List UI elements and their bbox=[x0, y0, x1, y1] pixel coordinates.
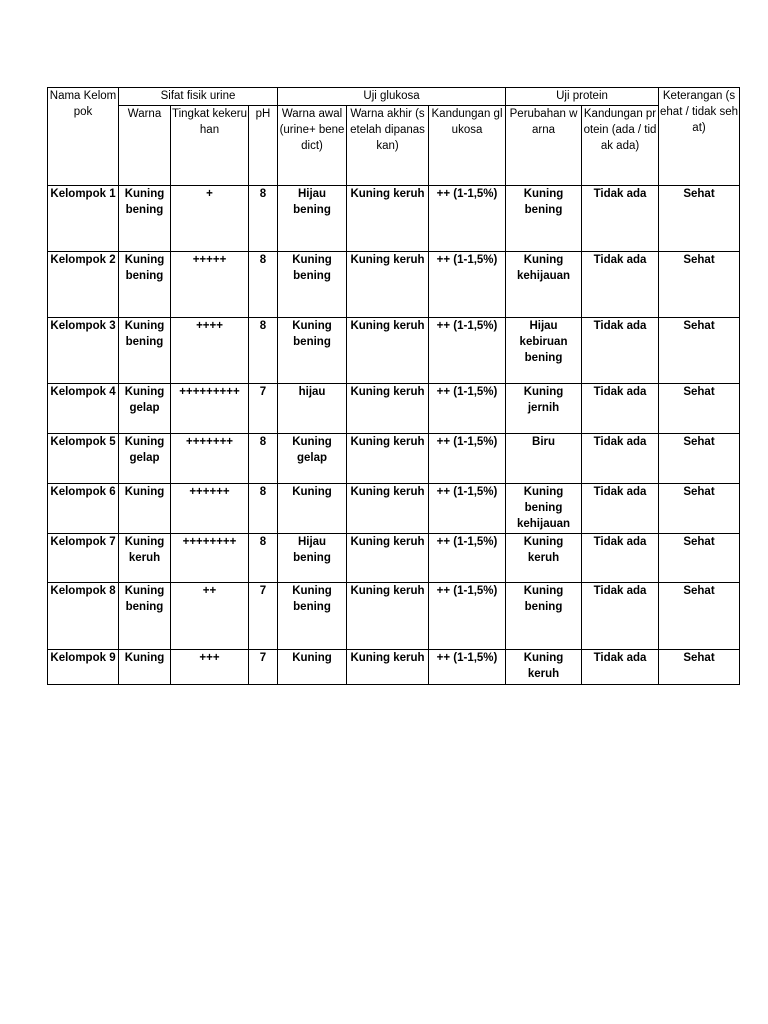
cell-kelompok: Kelompok 7 bbox=[48, 534, 119, 583]
header-warna-akhir: Warna akhir (setelah dipanaskan) bbox=[347, 106, 429, 186]
table-row bbox=[48, 484, 740, 534]
cell-warna-awal: Kuning bening bbox=[278, 318, 347, 384]
cell-keterangan: Sehat bbox=[659, 186, 740, 252]
cell-warna-awal: hijau bbox=[278, 384, 347, 434]
cell-warna-awal: Kuning bbox=[278, 650, 347, 685]
cell-kelompok: Kelompok 8 bbox=[48, 583, 119, 650]
header-ph: pH bbox=[249, 106, 278, 186]
cell-keterangan: Sehat bbox=[659, 384, 740, 434]
cell-warna-akhir: Kuning keruh bbox=[347, 186, 429, 252]
header-uji-protein: Uji protein bbox=[506, 88, 659, 106]
cell-warna: Kuning keruh bbox=[119, 534, 171, 583]
cell-perubahan: Kuning keruh bbox=[506, 534, 582, 583]
cell-warna-akhir: Kuning keruh bbox=[347, 384, 429, 434]
table-row bbox=[48, 252, 740, 318]
cell-protein: Tidak ada bbox=[582, 650, 659, 685]
cell-protein: Tidak ada bbox=[582, 583, 659, 650]
cell-glukosa: ++ (1-1,5%) bbox=[429, 252, 506, 318]
cell-ph: 8 bbox=[249, 484, 278, 534]
header-tingkat-kekeruhan: Tingkat kekeruhan bbox=[171, 106, 249, 186]
header-perubahan-warna: Perubahan warna bbox=[506, 106, 582, 186]
cell-kekeruhan: +++++++ bbox=[171, 434, 249, 484]
cell-warna: Kuning bening bbox=[119, 186, 171, 252]
cell-warna-akhir: Kuning keruh bbox=[347, 434, 429, 484]
cell-warna-akhir: Kuning keruh bbox=[347, 650, 429, 685]
cell-glukosa: ++ (1-1,5%) bbox=[429, 583, 506, 650]
cell-glukosa: ++ (1-1,5%) bbox=[429, 434, 506, 484]
cell-kekeruhan: ++++++ bbox=[171, 484, 249, 534]
cell-kekeruhan: +++++ bbox=[171, 252, 249, 318]
cell-ph: 7 bbox=[249, 650, 278, 685]
cell-protein: Tidak ada bbox=[582, 434, 659, 484]
cell-ph: 8 bbox=[249, 318, 278, 384]
cell-warna-akhir: Kuning keruh bbox=[347, 252, 429, 318]
cell-ph: 8 bbox=[249, 534, 278, 583]
cell-keterangan: Sehat bbox=[659, 318, 740, 384]
cell-warna-akhir: Kuning keruh bbox=[347, 484, 429, 534]
cell-ph: 8 bbox=[249, 186, 278, 252]
cell-warna: Kuning gelap bbox=[119, 434, 171, 484]
cell-warna: Kuning gelap bbox=[119, 384, 171, 434]
cell-warna: Kuning bening bbox=[119, 318, 171, 384]
cell-warna-awal: Kuning bening bbox=[278, 583, 347, 650]
header-kandungan-protein: Kandungan protein (ada / tidak ada) bbox=[582, 106, 659, 186]
cell-warna-akhir: Kuning keruh bbox=[347, 583, 429, 650]
cell-kekeruhan: +++++++++ bbox=[171, 384, 249, 434]
cell-glukosa: ++ (1-1,5%) bbox=[429, 186, 506, 252]
table-row bbox=[48, 583, 740, 650]
header-sifat-fisik: Sifat fisik urine bbox=[119, 88, 278, 106]
cell-ph: 8 bbox=[249, 434, 278, 484]
cell-warna-awal: Kuning gelap bbox=[278, 434, 347, 484]
header-warna: Warna bbox=[119, 106, 171, 186]
cell-keterangan: Sehat bbox=[659, 583, 740, 650]
cell-glukosa: ++ (1-1,5%) bbox=[429, 534, 506, 583]
cell-perubahan: Kuning bening bbox=[506, 583, 582, 650]
cell-perubahan: Kuning keruh bbox=[506, 650, 582, 685]
header-row-sub bbox=[48, 106, 740, 186]
cell-warna-awal: Hijau bening bbox=[278, 534, 347, 583]
cell-glukosa: ++ (1-1,5%) bbox=[429, 384, 506, 434]
table-body bbox=[48, 186, 740, 685]
header-row-top bbox=[48, 88, 740, 106]
cell-keterangan: Sehat bbox=[659, 650, 740, 685]
cell-ph: 8 bbox=[249, 252, 278, 318]
cell-kelompok: Kelompok 3 bbox=[48, 318, 119, 384]
cell-warna: Kuning bbox=[119, 650, 171, 685]
cell-kelompok: Kelompok 5 bbox=[48, 434, 119, 484]
cell-keterangan: Sehat bbox=[659, 252, 740, 318]
cell-kelompok: Kelompok 6 bbox=[48, 484, 119, 534]
cell-protein: Tidak ada bbox=[582, 534, 659, 583]
cell-glukosa: ++ (1-1,5%) bbox=[429, 650, 506, 685]
cell-warna-akhir: Kuning keruh bbox=[347, 534, 429, 583]
cell-warna: Kuning bbox=[119, 484, 171, 534]
cell-kekeruhan: +++ bbox=[171, 650, 249, 685]
cell-perubahan: Kuning bening bbox=[506, 186, 582, 252]
cell-kekeruhan: + bbox=[171, 186, 249, 252]
header-keterangan: Keterangan (sehat / tidak sehat) bbox=[659, 88, 740, 186]
cell-glukosa: ++ (1-1,5%) bbox=[429, 484, 506, 534]
cell-ph: 7 bbox=[249, 384, 278, 434]
cell-protein: Tidak ada bbox=[582, 186, 659, 252]
cell-kekeruhan: ++++ bbox=[171, 318, 249, 384]
cell-glukosa: ++ (1-1,5%) bbox=[429, 318, 506, 384]
cell-ph: 7 bbox=[249, 583, 278, 650]
cell-protein: Tidak ada bbox=[582, 384, 659, 434]
cell-perubahan: Kuning kehijauan bbox=[506, 252, 582, 318]
table-row bbox=[48, 434, 740, 484]
cell-warna: Kuning bening bbox=[119, 252, 171, 318]
cell-protein: Tidak ada bbox=[582, 318, 659, 384]
cell-warna-awal: Kuning bening bbox=[278, 252, 347, 318]
cell-protein: Tidak ada bbox=[582, 484, 659, 534]
header-uji-glukosa: Uji glukosa bbox=[278, 88, 506, 106]
cell-perubahan: Kuning bening kehijauan bbox=[506, 484, 582, 534]
header-nama-kelompok: Nama Kelompok bbox=[48, 88, 119, 186]
cell-perubahan: Hijau kebiruan bening bbox=[506, 318, 582, 384]
cell-warna-akhir: Kuning keruh bbox=[347, 318, 429, 384]
cell-kekeruhan: ++ bbox=[171, 583, 249, 650]
table-row bbox=[48, 318, 740, 384]
cell-keterangan: Sehat bbox=[659, 434, 740, 484]
cell-protein: Tidak ada bbox=[582, 252, 659, 318]
cell-keterangan: Sehat bbox=[659, 534, 740, 583]
cell-kelompok: Kelompok 9 bbox=[48, 650, 119, 685]
table-header bbox=[48, 88, 740, 186]
cell-keterangan: Sehat bbox=[659, 484, 740, 534]
cell-kelompok: Kelompok 4 bbox=[48, 384, 119, 434]
cell-perubahan: Kuning jernih bbox=[506, 384, 582, 434]
cell-kelompok: Kelompok 1 bbox=[48, 186, 119, 252]
table-row bbox=[48, 534, 740, 583]
table-row bbox=[48, 384, 740, 434]
header-warna-awal: Warna awal (urine+ benedict) bbox=[278, 106, 347, 186]
cell-kelompok: Kelompok 2 bbox=[48, 252, 119, 318]
cell-warna: Kuning bening bbox=[119, 583, 171, 650]
urine-test-table bbox=[47, 87, 740, 685]
table-row bbox=[48, 650, 740, 685]
cell-kekeruhan: ++++++++ bbox=[171, 534, 249, 583]
table-row bbox=[48, 186, 740, 252]
cell-warna-awal: Hijau bening bbox=[278, 186, 347, 252]
cell-perubahan: Biru bbox=[506, 434, 582, 484]
header-kandungan-glukosa: Kandungan glukosa bbox=[429, 106, 506, 186]
cell-warna-awal: Kuning bbox=[278, 484, 347, 534]
